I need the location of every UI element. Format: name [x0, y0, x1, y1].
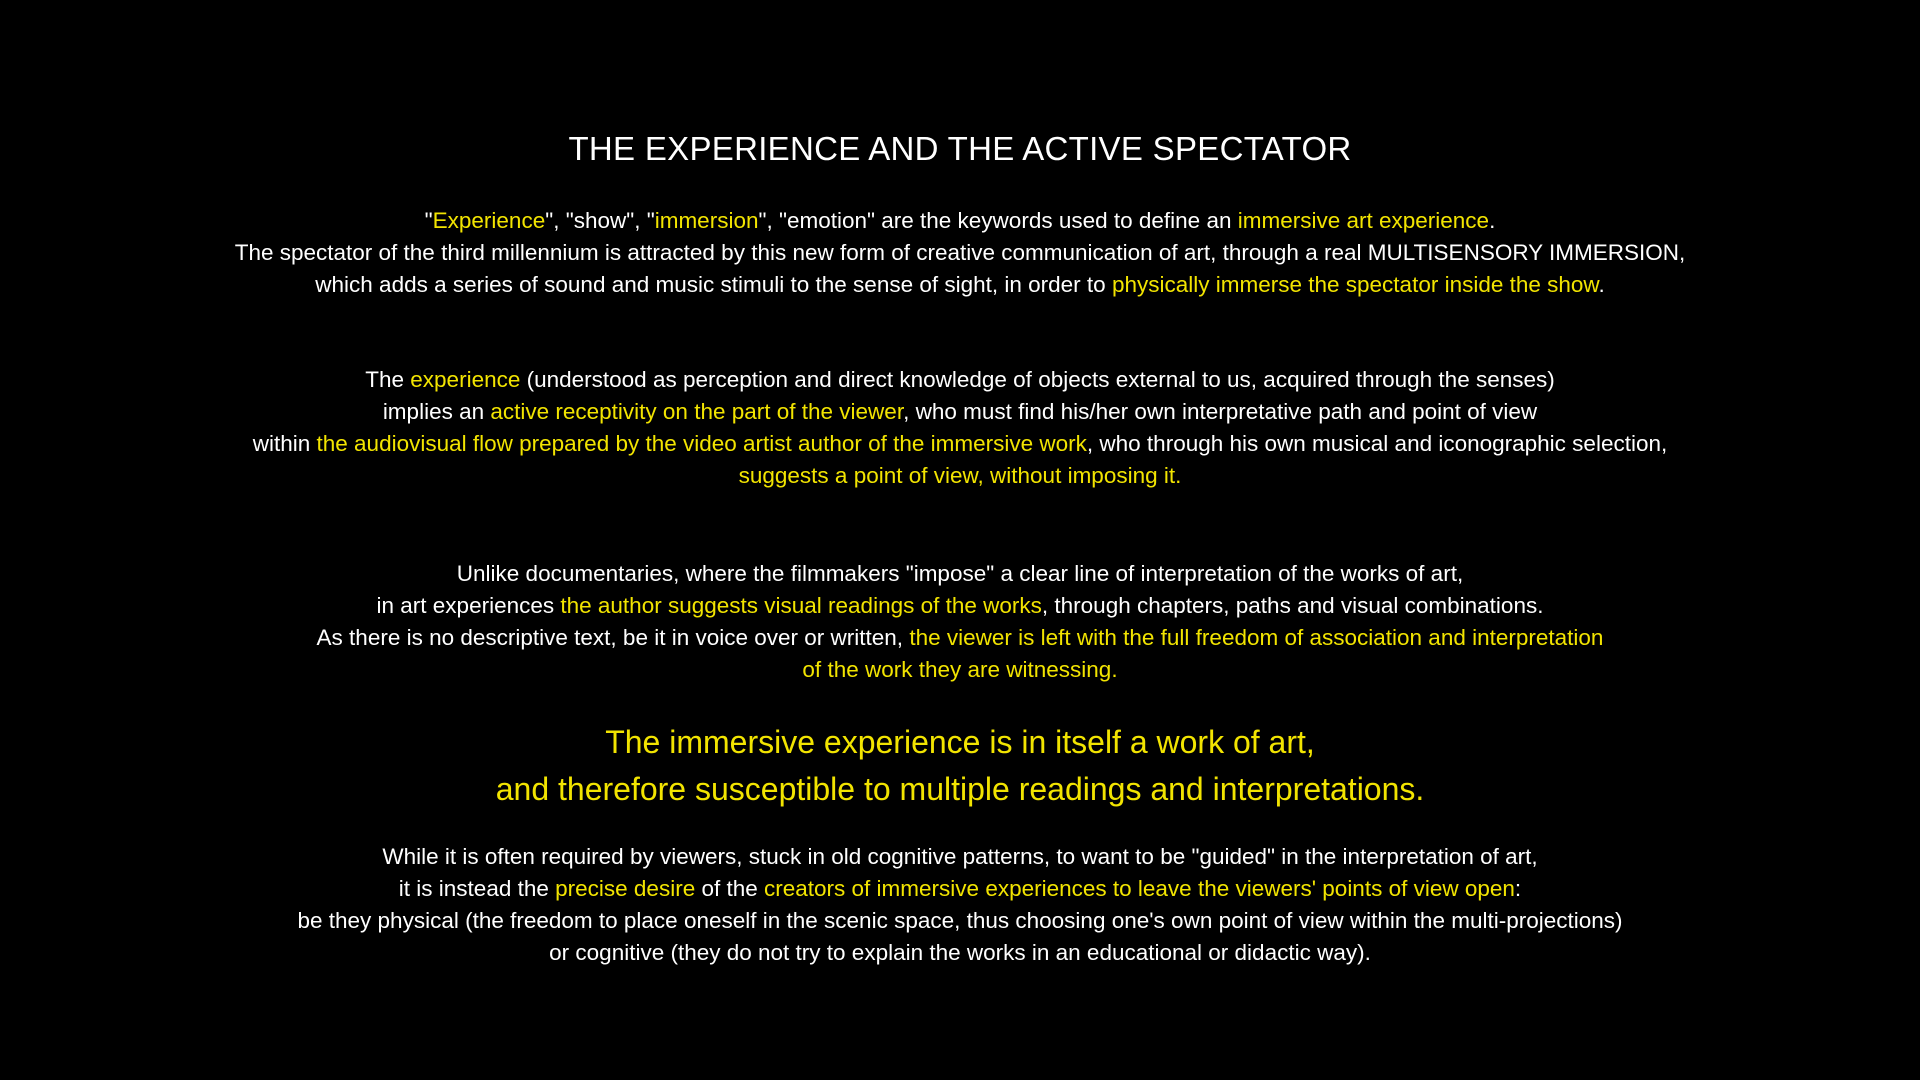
text-fragment: (understood as perception and direct knowledge of objects external to us, acquired through the senses)	[520, 367, 1555, 392]
highlight-immersive-art-experience: immersive art experience	[1237, 208, 1490, 233]
paragraph1-line2: The spectator of the third millennium is attracted by this new form of creative communication of art, through a real MULTISENSORY IMMERSION,	[234, 240, 1686, 265]
text-fragment: in art experiences	[376, 593, 561, 618]
paragraph3-line1: Unlike documentaries, where the filmmakers "impose" a clear line of interpretation of the works of art,	[456, 561, 1464, 586]
text-fragment: , through chapters, paths and visual combinations.	[1041, 593, 1544, 618]
paragraph2-line1	[0, 364, 1920, 396]
key-statement	[0, 719, 1920, 813]
highlight-experience: Experience	[432, 208, 546, 233]
text-fragment: The	[365, 367, 411, 392]
paragraph4-line4: or cognitive (they do not try to explain the works in an educational or didactic way).	[549, 940, 1371, 965]
text-fragment: .	[1598, 272, 1605, 297]
text-fragment: ", "emotion" are the keywords used to define an	[758, 208, 1238, 233]
text-fragment: "	[424, 208, 433, 233]
highlight-creators-open-points: creators of immersive experiences to leave the viewers' points of view open	[764, 876, 1515, 901]
paragraph-documentaries-comparison	[0, 558, 1920, 686]
paragraph-experience-definition	[0, 364, 1920, 492]
text-fragment: implies an	[382, 399, 491, 424]
text-fragment: of the	[695, 876, 765, 901]
paragraph4-line3: be they physical (the freedom to place oneself in the scenic space, thus choosing one's own point of view within the multi-projections)	[297, 908, 1623, 933]
highlight-viewer-freedom: the viewer is left with the full freedom of association and interpretation	[909, 625, 1604, 650]
paragraph3-line2	[0, 590, 1920, 622]
page-title: THE EXPERIENCE AND THE ACTIVE SPECTATOR	[568, 130, 1352, 168]
paragraph3-line4: of the work they are witnessing.	[802, 657, 1118, 682]
text-fragment: .	[1489, 208, 1496, 233]
text-fragment: As there is no descriptive text, be it in voice over or written,	[316, 625, 910, 650]
text-fragment: which adds a series of sound and music stimuli to the sense of sight, in order to	[315, 272, 1112, 297]
paragraph4-line1: While it is often required by viewers, stuck in old cognitive patterns, to want to be "guided" in the interpretation of art,	[382, 844, 1538, 869]
highlight-precise-desire: precise desire	[555, 876, 696, 901]
text-fragment: ", "show", "	[545, 208, 655, 233]
paragraph2-line3	[0, 428, 1920, 460]
text-fragment: :	[1514, 876, 1522, 901]
statement-line2: and therefore susceptible to multiple readings and interpretations.	[495, 771, 1425, 807]
paragraph4-line2	[0, 873, 1920, 905]
highlight-active-receptivity: active receptivity on the part of the viewer	[490, 399, 904, 424]
text-fragment: within	[252, 431, 317, 456]
paragraph-experience-keywords	[0, 205, 1920, 301]
highlight-immersion: immersion	[654, 208, 759, 233]
statement-line1: The immersive experience is in itself a work of art,	[605, 724, 1315, 760]
paragraph1-line1	[0, 205, 1920, 237]
highlight-experience-word: experience	[410, 367, 521, 392]
text-fragment: it is instead the	[398, 876, 556, 901]
paragraph3-line3	[0, 622, 1920, 654]
paragraph-viewer-freedom	[0, 841, 1920, 969]
highlight-audiovisual-flow: the audiovisual flow prepared by the video artist author of the immersive work	[316, 431, 1087, 456]
text-fragment: , who through his own musical and iconographic selection,	[1086, 431, 1668, 456]
highlight-author-suggests: the author suggests visual readings of the works	[560, 593, 1042, 618]
highlight-physically-immerse: physically immerse the spectator inside the show	[1111, 272, 1599, 297]
text-fragment: , who must find his/her own interpretative path and point of view	[903, 399, 1538, 424]
paragraph2-line2	[0, 396, 1920, 428]
paragraph2-line4: suggests a point of view, without imposing it.	[738, 463, 1182, 488]
paragraph1-line3	[0, 269, 1920, 301]
